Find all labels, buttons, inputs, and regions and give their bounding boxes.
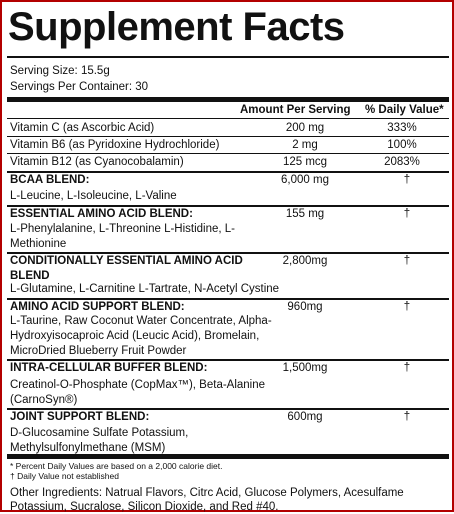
dv-column-header: % Daily Value* (365, 104, 444, 116)
blend-amount: 960mg (287, 301, 323, 313)
vitamin-amount: 2 mg (292, 139, 318, 151)
blend-name: INTRA-CELLULAR BUFFER BLEND: (10, 362, 208, 374)
blend-amount: 2,800mg (282, 255, 328, 267)
blend-ingredients: L-Glutamine, L-Carnitine L-Tartrate, N-Acetyl Cystine (10, 283, 280, 295)
blend-amount: 600mg (287, 411, 323, 423)
blend-name: BCAA BLEND: (10, 174, 90, 186)
blend-dv: † (403, 208, 411, 220)
divider (7, 153, 449, 154)
blend-ingredients: L-Leucine, L-Isoleucine, L-Valine (10, 190, 177, 202)
blend-amount: 6,000 mg (281, 174, 329, 186)
divider-thick (7, 454, 449, 459)
footnote-not-established: † Daily Value not established (10, 471, 119, 481)
blend-ingredients: D-Glucosamine Sulfate Potassium, Methylsulfonylmethane (MSM) (10, 427, 189, 454)
footnote-daily-value: * Percent Daily Values are based on a 2,000 calorie diet. (10, 461, 223, 471)
divider (7, 118, 449, 119)
blend-name: AMINO ACID SUPPORT BLEND: (10, 301, 185, 313)
supplement-facts-panel (7, 5, 449, 513)
blend-dv: † (403, 174, 411, 186)
amount-column-header: Amount Per Serving (240, 104, 351, 116)
vitamin-dv: 2083% (384, 156, 420, 168)
blend-name: ESSENTIAL AMINO ACID BLEND: (10, 208, 193, 220)
blend-dv: † (403, 411, 411, 423)
blend-dv: † (403, 301, 411, 313)
blend-amount: 155 mg (285, 208, 325, 220)
blend-name: CONDITIONALLY ESSENTIAL AMINO ACID BLEND (10, 255, 243, 282)
serving-size: Serving Size: 15.5g (10, 65, 110, 77)
blend-dv: † (403, 362, 411, 374)
vitamin-dv: 100% (387, 139, 417, 151)
other-ingredients: Other Ingredients: Natrual Flavors, Citrc Acid, Glucose Polymers, Acesulfame Potassium, Sucralose, Silicon Dioxide, and Red #40. (10, 487, 404, 513)
blend-ingredients: Creatinol-O-Phosphate (CopMax™), Beta-Alanine (CarnoSyn®) (10, 379, 266, 406)
vitamin-name: Vitamin B12 (as Cyanocobalamin) (10, 156, 184, 168)
vitamin-amount: 125 mcg (282, 156, 328, 168)
blend-ingredients: L-Taurine, Raw Coconut Water Concentrate, Alpha-Hydroxyisocaproic Acid (Leucic Acid), Bromelain, MicroDried Blueberry Fruit Powder (10, 315, 272, 357)
blend-dv: † (403, 255, 411, 267)
vitamin-amount: 200 mg (285, 122, 325, 134)
vitamin-dv: 333% (387, 122, 417, 134)
panel-title: Supplement Facts (8, 5, 345, 49)
vitamin-name: Vitamin B6 (as Pyridoxine Hydrochloride) (10, 139, 220, 151)
servings-per-container: Servings Per Container: 30 (10, 81, 149, 93)
blend-ingredients: L-Phenylalanine, L-Threonine L-Histidine, L-Methionine (10, 223, 236, 250)
blend-name: JOINT SUPPORT BLEND: (10, 411, 150, 423)
vitamin-name: Vitamin C (as Ascorbic Acid) (10, 122, 155, 134)
blend-amount: 1,500mg (282, 362, 328, 374)
divider (7, 136, 449, 137)
divider-thick (7, 97, 449, 102)
divider (7, 56, 449, 58)
